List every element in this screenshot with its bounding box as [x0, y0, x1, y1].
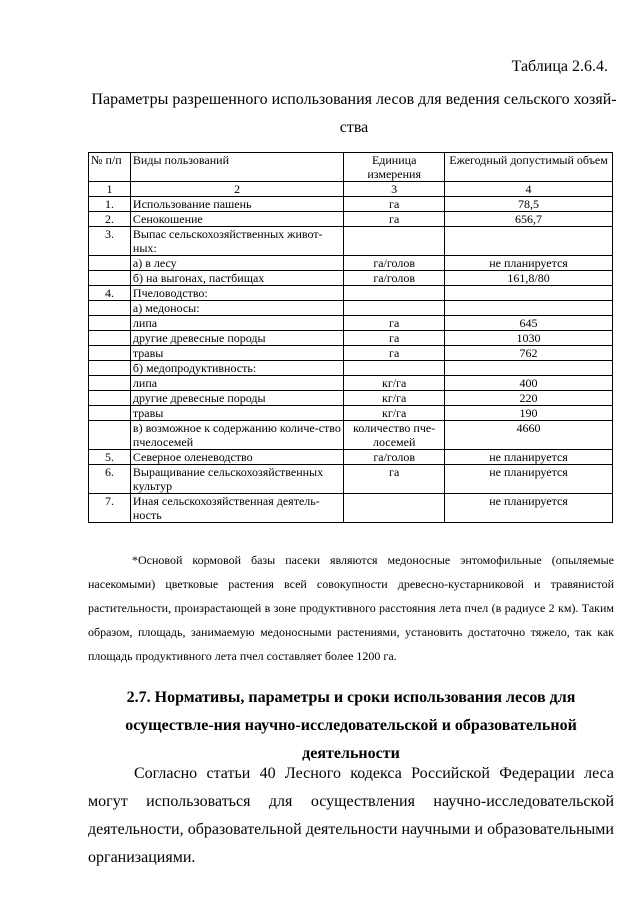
- row-number-cell: [89, 256, 131, 271]
- header-cell-unit: Единица измерения: [344, 153, 445, 182]
- row-number-cell: [89, 406, 131, 421]
- header-cell-kind: Виды пользований: [130, 153, 343, 182]
- table-row: [89, 301, 613, 316]
- row-volume-cell: не планируется: [445, 494, 613, 523]
- row-number-cell: [89, 361, 131, 376]
- row-number-cell: [89, 346, 131, 361]
- table-row: [89, 271, 613, 286]
- column-number-cell: 4: [445, 182, 613, 197]
- row-volume-cell: не планируется: [445, 450, 613, 465]
- table-row: [89, 361, 613, 376]
- row-kind-cell: б) медопродуктивность:: [130, 361, 343, 376]
- column-number-cell: 3: [344, 182, 445, 197]
- table-row: [89, 286, 613, 301]
- row-number-cell: [89, 376, 131, 391]
- row-unit-cell: кг/га: [344, 391, 445, 406]
- row-number-cell: 1.: [89, 197, 131, 212]
- row-kind-cell: другие древесные породы: [130, 391, 343, 406]
- row-unit-cell: га: [344, 316, 445, 331]
- row-kind-cell: б) на выгонах, пастбищах: [130, 271, 343, 286]
- table-body: [89, 197, 613, 523]
- row-volume-cell: не планируется: [445, 465, 613, 494]
- row-number-cell: [89, 391, 131, 406]
- row-kind-cell: липа: [130, 376, 343, 391]
- header-cell-number: № п/п: [89, 153, 131, 182]
- row-number-cell: [89, 316, 131, 331]
- row-kind-cell: травы: [130, 406, 343, 421]
- row-unit-cell: кг/га: [344, 406, 445, 421]
- row-unit-cell: га/голов: [344, 450, 445, 465]
- row-unit-cell: [344, 361, 445, 376]
- table-row: [89, 256, 613, 271]
- parameters-table: [88, 152, 613, 523]
- row-unit-cell: [344, 301, 445, 316]
- row-volume-cell: [445, 227, 613, 256]
- row-number-cell: 2.: [89, 212, 131, 227]
- row-unit-cell: га: [344, 331, 445, 346]
- row-kind-cell: Выпас сельскохозяйственных живот-ных:: [130, 227, 343, 256]
- row-kind-cell: Иная сельскохозяйственная деятель-ность: [130, 494, 343, 523]
- row-number-cell: 6.: [89, 465, 131, 494]
- section-heading: 2.7. Нормативы, параметры и сроки использования лесов для осуществле-ния научно-исследовательской и образовательной деятельности: [125, 689, 577, 762]
- body-paragraph: Согласно статьи 40 Лесного кодекса Российской Федерации леса могут использоваться для осуществления научно-исследовательской деятельности, образовательной деятельности научными и образовательными организациями.: [88, 765, 614, 866]
- row-volume-cell: не планируется: [445, 256, 613, 271]
- row-kind-cell: а) медоносы:: [130, 301, 343, 316]
- row-number-cell: 4.: [89, 286, 131, 301]
- table-row: [89, 465, 613, 494]
- row-volume-cell: [445, 301, 613, 316]
- row-unit-cell: га: [344, 346, 445, 361]
- header-cell-volume: Ежегодный допустимый объем: [445, 153, 613, 182]
- row-volume-cell: 645: [445, 316, 613, 331]
- row-number-cell: [89, 421, 131, 450]
- row-kind-cell: травы: [130, 346, 343, 361]
- row-volume-cell: 161,8/80: [445, 271, 613, 286]
- row-kind-cell: другие древесные породы: [130, 331, 343, 346]
- footnote: *Основой кормовой базы пасеки являются медоносные энтомофильные (опыляемые насекомыми) цветковые растения всей совокупности древесно-кустарниковой и травянистой растительности, произрастающей в зоне продуктивного расстояния лета пчел (в радиусе 2 км). Таким образом, площадь, занимаемую медоносными растениями, установить достаточно тяжело, так как площадь продуктивного лета пчел составляет более 1200 га.: [88, 553, 614, 663]
- row-unit-cell: га/голов: [344, 256, 445, 271]
- row-unit-cell: [344, 286, 445, 301]
- row-unit-cell: [344, 227, 445, 256]
- row-kind-cell: Пчеловодство:: [130, 286, 343, 301]
- row-unit-cell: [344, 494, 445, 523]
- table-row: [89, 421, 613, 450]
- table-title: Параметры разрешенного использования лесов для ведения сельского хозяй-ства: [91, 91, 617, 136]
- row-volume-cell: 4660: [445, 421, 613, 450]
- row-kind-cell: Выращивание сельскохозяйственных культур: [130, 465, 343, 494]
- row-unit-cell: га: [344, 212, 445, 227]
- table-row: [89, 212, 613, 227]
- table-row: [89, 227, 613, 256]
- row-number-cell: [89, 301, 131, 316]
- row-number-cell: [89, 331, 131, 346]
- row-kind-cell: липа: [130, 316, 343, 331]
- column-number-cell: 1: [89, 182, 131, 197]
- table-row: [89, 450, 613, 465]
- column-numbers-row: [89, 182, 613, 197]
- table-row: [89, 391, 613, 406]
- row-volume-cell: 400: [445, 376, 613, 391]
- row-number-cell: [89, 271, 131, 286]
- table-row: [89, 316, 613, 331]
- table-header-row: [89, 153, 613, 182]
- column-number-cell: 2: [130, 182, 343, 197]
- row-number-cell: 5.: [89, 450, 131, 465]
- row-volume-cell: 656,7: [445, 212, 613, 227]
- row-kind-cell: Сенокошение: [130, 212, 343, 227]
- table-row: [89, 494, 613, 523]
- row-unit-cell: га: [344, 197, 445, 212]
- row-number-cell: 7.: [89, 494, 131, 523]
- row-volume-cell: [445, 286, 613, 301]
- row-number-cell: 3.: [89, 227, 131, 256]
- row-volume-cell: 78,5: [445, 197, 613, 212]
- table-row: [89, 346, 613, 361]
- row-kind-cell: Использование пашень: [130, 197, 343, 212]
- row-kind-cell: а) в лесу: [130, 256, 343, 271]
- row-unit-cell: кг/га: [344, 376, 445, 391]
- table-row: [89, 376, 613, 391]
- row-unit-cell: га: [344, 465, 445, 494]
- row-volume-cell: 220: [445, 391, 613, 406]
- row-unit-cell: га/голов: [344, 271, 445, 286]
- row-volume-cell: [445, 361, 613, 376]
- row-volume-cell: 762: [445, 346, 613, 361]
- row-kind-cell: Северное оленеводство: [130, 450, 343, 465]
- row-volume-cell: 1030: [445, 331, 613, 346]
- table-row: [89, 406, 613, 421]
- row-kind-cell: в) возможное к содержанию количе-ство пчелосемей: [130, 421, 343, 450]
- row-volume-cell: 190: [445, 406, 613, 421]
- row-unit-cell: количество пче-лосемей: [344, 421, 445, 450]
- table-caption: Таблица 2.6.4.: [511, 58, 608, 75]
- table-row: [89, 197, 613, 212]
- table-row: [89, 331, 613, 346]
